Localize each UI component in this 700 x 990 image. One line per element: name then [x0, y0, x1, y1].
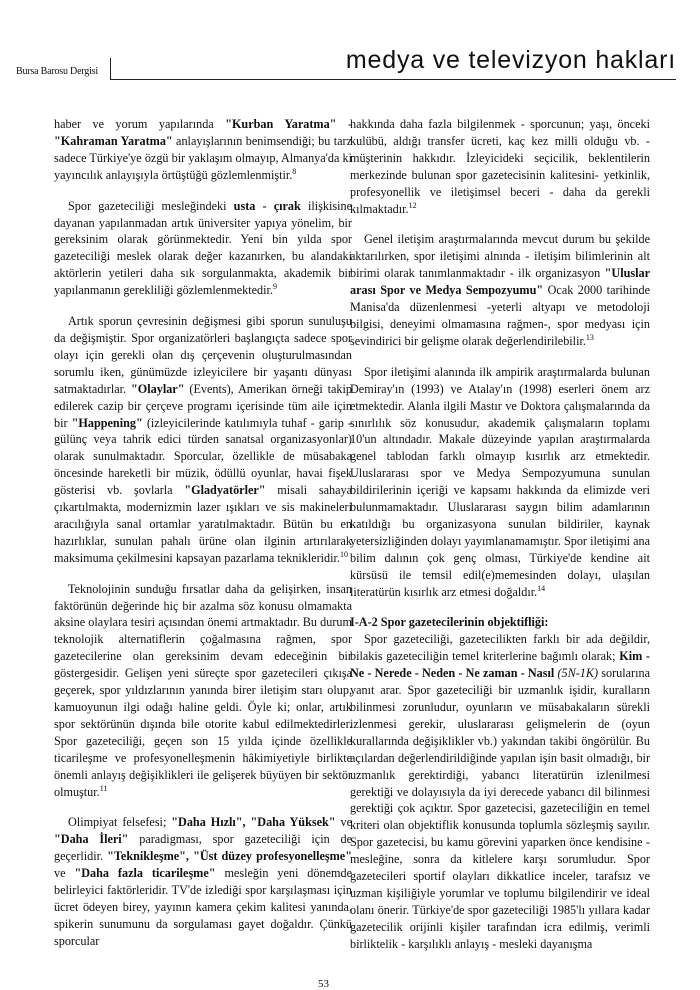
footnote-ref: 13: [585, 332, 594, 342]
left-column: [54, 116, 352, 950]
page-number: 53: [318, 978, 329, 990]
right-column: [350, 116, 650, 953]
paragraph: Artık sporun çevresinin değişmesi gibi sporun sunuluşu da değişmiştir. Spor organizatörleri başlangıçta sadece spor olayı için gerekli olan dış çerçevenin oluşturulmasından sorumlu iken, günümüzde izleyicilere bir yaşantı dünyası satmaktadırlar. "Olaylar" (Events), Amerikan örneği takip edilerek cazip bir çerçeve programı içerisinde tüm aile için bir "Happening" (izleyicilerinde katılımıyla tuhaf - garip - gülünç veya tahrik edici türden sanatsal organizasyonlar) olarak sunulmaktadır. Sporcular, özellikle de müsabaka öncesinde hareketli bir müzik, ödüllü oyunlar, havai fişek gösterisi vb. şovlarla "Gladyatörler" misali sahaya çıkartılmakta, modernizmin lazer ışıkları ve sis makineleri aracılığıyla sanal ortamlar yaratılmaktadır. Bütün bu en hazırlıklar, sunulan pahalı ürüne olan ilginin artırılarak maksimuma çekilmesini kapsayan pazarlama teknikleridir.$^{10}$: [54, 314, 352, 565]
paragraph: Teknolojinin sunduğu fırsatlar daha da gelişirken, insan faktörünün değerinde hiç bir azalma söz konusu olmamakta aksine olaylara tesiri açısından önemi artmaktadır. Bu durum teknolojik alternatiflerin çoğalmasına rağmen, spor gazetecilerine olan gereksinim devam edeceğinin bir göstergesidir. Gelişen yeni süreçte spor gazetecileri çıkışa geçerek, spor yıldızlarının yanında birer iletişim starı olup, kamuoyunun ilgi odağı haline geldi. Öyle ki; onlar, artık spor sektörünün dışında bile otorite kabul edilmektedirler. Spor gazeteciliği, geçen son 15 yılda içinde özellikle ticarileşme ve profesyonelleşmenin hâkimiyetiyle birlikte önemli anlayış değişiklikleri ile gelişerek büyüyen bir sektör olmuştur.$^{11}$: [54, 581, 352, 799]
section-heading: I-A-2 Spor gazetecilerinin objektifliği:: [350, 615, 549, 630]
paragraph: Spor gazeteciliği mesleğindeki usta - çırak ilişkisine dayanan yapılanmadan artık üniversiter yapıya yönelim, bir gereksinim olarak görünmektedir. Yeni bin yılda spor gazeteciliği meslek olarak değer kazanırken, bu alandaki aktörlerin yetileri daha sık sorgulanmakta, akademik bir yapılanmanın gerekliliği gözlemlenmektedir.$^9$: [54, 198, 352, 298]
journal-name: Bursa Barosu Dergisi: [16, 66, 98, 77]
footnote-ref: 14: [537, 583, 546, 593]
paragraph: Olimpiyat felsefesi; "Daha Hızlı", "Daha Yüksek" ve "Daha İleri" paradigması, spor gazeteciliği için de geçerlidir. "Teknikleşme", "Üst düzey profesyonelleşme" ve "Daha fazla ticarileşme" mesleğin yeni dönemde belirleyici faktörleridir. TV'de izlediği spor karşılaşması için ücret ödeyen birey, yayının kamera çekim kalitesi yanında, spikerin sunumunu da sorgulaması gayet doğaldır. Çünkü sporcular: [54, 815, 352, 948]
section-title: medya ve televizyon hakları: [345, 46, 676, 74]
paragraph: Spor gazeteciliği, gazetecilikten farklı bir ada değildir, bilakis gazeteciliğin temel kriterlerine bağımlı olarak; Kim - Ne - Nerede - Neden - Ne zaman - Nasıl (5N-1K) sorularına yanıt arar. Spor gazeteciliği bir uzmanlık işidir, kuralların bilinmesi zorunludur, oyunların ve müsabakaların sürekli izlenmesi gerekir, uluslararası gelişmelerin de (oyun kurallarında değişiklikler vb.) yakından takibi öngörülür. Bu açılardan değerlendirildiğinde yapılan işin basit olmadığı, bir uzmanlık gerektirdiği, yabancı literatürün izlenilmesi gerektiği ve dolayısıyla da iyi derecede yabancı dil bilinmesi gerektiği çok açıktır. Spor gazetecisi, gazeteciliğin en temel kriteri olan objektiflik konusunda toplumla sözleşmiş sayılır. Spor gazetecisi, bu kamu görevini yaparken önce kendisine - mesleğine, sonra da kitlelere karşı sorumludur. Spor gazetecileri sportif olayları dikkatlice inceler, tarafsız ve uzman kişiliğiyle yorumlar ve toplumu bilgilendirir ve ideal olanı önerir. Türkiye'de spor gazeteciliği 1985'lı yıllara kadar gazetecilik orijinli kişiler tarafından icra edilmiş, verimli birliktelik - karşılıklı anlayış - mesleki dayanışma: [350, 632, 650, 951]
footnote-ref: 9: [272, 282, 277, 292]
footnote-ref: 11: [99, 783, 108, 793]
paragraph: Spor iletişimi alanında ilk ampirik araştırmalarda bulunan Demiray'ın (1993) ve Atalay'ın (1998) eserleri önem arz etmektedir. Alanla ilgili Mastır ve Doktora çalışmalarında da sınırlılık söz konusudur, akademik çalışmaların toplamı 10'un altındadır. Makale düzeyinde yapılan araştırmalarda genel tablodan farklı olmayıp kısırlık arz etmektedir. Uluslararası spor ve Medya Sempozyumuna sunulan bildirilerinin içeriği ve kapsamı hakkında da elimizde veri bulunmamaktadır. Uluslararası saygın bilim adamlarının katıldığı bu organizasyona sunulan bildiriler, kaynak yetersizliğinden dolayı yayımlanamamıştır. Spor iletişimi ana bilim dalının çok genç olması, Türkiye'de kendine ait kürsüsü ile temsil edil(e)memesinden dolayı, ulaşılan literatürün kısırlık arz etmesi doğaldır.$^{14}$: [350, 364, 650, 599]
footnote-ref: 12: [408, 200, 417, 210]
footnote-ref: 10: [339, 549, 348, 559]
paragraph: hakkında daha fazla bilgilenmek - sporcunun; yaşı, önceki kulübü, aldığı transfer ücreti, kaç kez milli olduğu vb. - müşterinin hakkıdır. İzleyicideki seçicilik, beklentilerin merkezinde bulunan spor gazetecisinin kalitesini- yetkinlik, profesyonellik ve iletişimsel beceri - daha da gerekli kılmaktadır.$^{12}$: [350, 117, 650, 216]
paragraph: Genel iletişim araştırmalarında mevcut durum bu şekilde aktarılırken, spor iletişimi alnında - iletişim bilimlerinin alt birimi olarak tanımlanmaktadır - ilk organizasyon "Uluslar arası Spor ve Medya Sempozyumu" Ocak 2000 tarihinde Manisa'da düzenlenmesi -yeterli altyapı ve metodoloji bilgisi, deneyimi olmamasına rağmen-, spor medyası için sevindirici bir gelişme olarak değerlendirilebilir.$^{13}$: [350, 232, 650, 348]
paragraph: haber ve yorum yapılarında "Kurban Yaratma" - "Kahraman Yaratma" anlayışlarının benimsendiği; bu tarz sadece Türkiye'ye özgü bir yaklaşım olmayıp, Almanya'da ki yayıncılık anlayışıyla örtüştüğü gözlemlenmiştir.$^8$: [54, 117, 353, 182]
header-divider-tick: [110, 58, 111, 80]
page-header: [0, 0, 700, 100]
header-rule: [110, 79, 676, 80]
footnote-ref: 8: [292, 166, 297, 176]
